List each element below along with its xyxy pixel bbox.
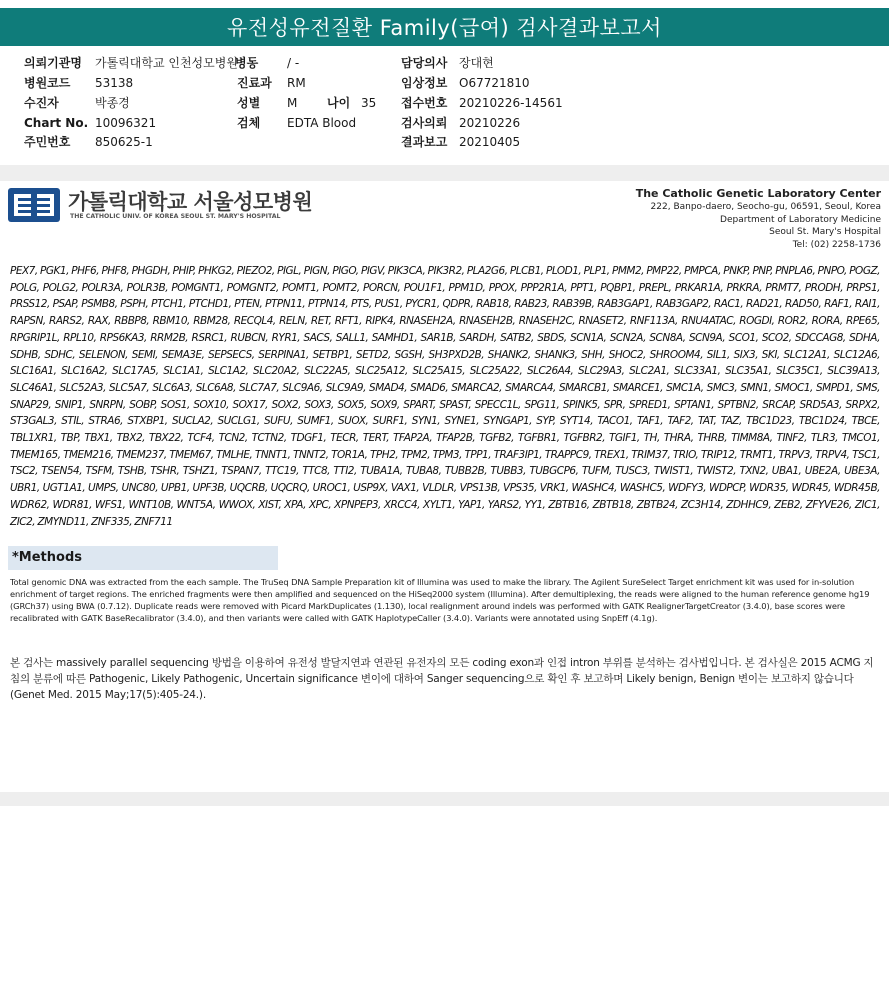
methods-heading: *Methods (8, 546, 278, 570)
hospital-header (8, 186, 313, 226)
lab-center-info (636, 187, 881, 251)
patient-info (0, 55, 889, 155)
label-specimen: 검체 (237, 116, 261, 130)
value-patient: 박종경 (95, 96, 130, 110)
value-age: 35 (361, 96, 377, 110)
label-ward: 병동 (235, 56, 259, 70)
value-chart-no: 10096321 (95, 116, 157, 130)
value-clinical-info: O67721810 (459, 76, 530, 90)
label-age: 나이 (327, 96, 351, 110)
lab-center-address: 222, Banpo-daero, Seocho-gu, 06591, Seoul, Korea (650, 202, 881, 212)
value-requesting-org: 가톨릭대학교 인천성모병원 (95, 56, 238, 70)
label-request-date: 검사의뢰 (401, 116, 448, 130)
value-request-date: 20210226 (459, 116, 521, 130)
methods-text: Total genomic DNA was extracted from the each sample. The TruSeq DNA Sample Preparation kit of Illumina was used to make the library. The Agilent SureSelect Target enrichment kit was used for in-solution enrichment of target regions. The enriched fragments were then amplified and sequenced on the HiSeq2000 system (Illumina). After demultiplexing, the reads were aligned to the human reference genome hg19 (GRCh37) using BWA (0.7.12). Duplicate reads were removed with Picard MarkDuplicates (1.130), local realignment around indels was performed with GATK RealignerTargetCreator (3.4.0), base scores were recalibrated with GATK BaseRecalibrator (3.4.0), and then variants were called with GATK HaplotypeCaller (3.4.0). Variants were annotated using SnpEff (4.1g). (10, 577, 870, 623)
value-sex: M (287, 96, 298, 110)
label-report-date: 결과보고 (401, 135, 448, 149)
gene-list: PEX7, PGK1, PHF6, PHF8, PHGDH, PHIP, PHKG2, PIEZO2, PIGL, PIGN, PIGO, PIGV, PIK3CA, PIK3R2, PLA2G6, PLCB1, PLOD1, PLP1, PMM2, PMP22, PMPCA, PNKP, PNP, PNPLA6, PNPO, POGZ, POLG, POLG2, POLR3A, POLR3B, POMGNT1, POMGNT2, POMT1, POMT2, PORCN, POU1F1, PPM1D, PPOX, PPP2R1A, PPT1, PQBP1, PREPL, PRKAR1A, PRKRA, PRMT7, PRODH, PRPS1, PRSS12, PSAP, PSMB8, PSPH, PTCH1, PTCHD1, PTEN, PTPN11, PTPN14, PTS, PUS1, PYCR1, QDPR, RAB18, RAB23, RAB39B, RAB3GAP1, RAB3GAP2, RAC1, RAD21, RAD50, RAF1, RAI1, RAPSN, RARS2, RAX, RBBP8, RBM10, RBM28, RECQL4, RELN, RET, RFT1, RIPK4, RNASEH2A, RNASEH2B, RNASEH2C, RNASET2, RNF113A, RNU4ATAC, ROGDI, ROR2, RORA, RPE65, RPGRIP1L, RPL10, RPS6KA3, RRM2B, RSRC1, RUBCN, RYR1, SACS, SALL1, SAMHD1, SAR1B, SARDH, SATB2, SBDS, SCN1A, SCN2A, SCN8A, SCN9A, SCO1, SCO2, SDCCAG8, SDHA, SDHB, SDHC, SELENON, SEMI, SEMA3E, SEPSECS, SERPINA1, SETBP1, SETD2, SGSH, SH3PXD2B, SHANK2, SHANK3, SHH, SHOC2, SHROOM4, SIL1, SIX3, SKI, SLC12A1, SLC12A6, SLC16A1, SLC16A2, SLC17A5, SLC1A1, SLC1A2, SLC20A2, SLC22A5, SLC25A12, SLC25A15, SLC25A22, SLC26A4, SLC29A3, SLC2A1, SLC33A1, SLC35A1, SLC35C1, SLC39A13, SLC46A1, SLC52A3, SLC5A7, SLC6A3, SLC6A8, SLC7A7, SLC9A6, SLC9A9, SMAD4, SMAD6, SMARCA2, SMARCA4, SMARCB1, SMARCE1, SMC1A, SMC3, SMN1, SMOC1, SMPD1, SMS, SNAP29, SNIP1, SNRPN, SOBP, SOS1, SOX10, SOX17, SOX2, SOX3, SOX5, SOX9, SPART, SPAST, SPECC1L, SPG11, SPINK5, SPR, SPRED1, SPTAN1, SPTBN2, SRCAP, SRD5A3, SRPX2, ST3GAL3, STIL, STRA6, STXBP1, SUCLA2, SUCLG1, SUFU, SUMF1, SUOX, SURF1, SYN1, SYNE1, SYNGAP1, SYP, SYT14, TACO1, TAF1, TAF2, TAT, TAZ, TBC1D23, TBC1D24, TBCE, TBL1XR1, TBP, TBX1, TBX2, TBX22, TCF4, TCN2, TCTN2, TDGF1, TECR, TERT, TFAP2A, TFAP2B, TGFB2, TGFBR1, TGFBR2, TGIF1, TH, THRA, THRB, TIMM8A, TINF2, TLR3, TMCO1, TMEM165, TMEM216, TMEM237, TMEM67, TMLHE, TNNT1, TNNT2, TOR1A, TPH2, TPM2, TPM3, TPP1, TRAF3IP1, TRAPPC9, TREX1, TRIM37, TRIO, TRIP12, TRMT1, TRPV3, TRPV4, TSC1, TSC2, TSEN54, TSFM, TSHB, TSHR, TSHZ1, TSPAN7, TTC19, TTC8, TTI2, TUBA1A, TUBA8, TUBB2B, TUBB3, TUBGCP6, TUFM, TUSC3, TWIST1, TWIST2, TXN2, UBA1, UBE2A, UBE3A, UBR1, UGT1A1, UMPS, UNC80, UPB1, UPF3B, UQCRB, UQCRQ, UROC1, USP9X, VAX1, VLDLR, VPS13B, VPS35, VRK1, WASHC4, WASHC5, WDFY3, WDPCP, WDR35, WDR45, WDR45B, WDR62, WDR81, WFS1, WNT10B, WNT5A, WWOX, XIST, XPA, XPC, XPNPEP3, XRCC4, XYLT1, YAP1, YARS2, YY1, ZBTB16, ZBTB18, ZBTB24, ZC3H14, ZDHHC9, ZEB2, ZFYVE26, ZIC1, ZIC2, ZMYND11, ZNF335, ZNF711 (10, 265, 880, 528)
label-chart-no: Chart No. (24, 116, 89, 130)
label-department: 진료과 (237, 76, 272, 90)
value-report-date: 20210405 (459, 135, 521, 149)
value-doctor: 장대현 (459, 56, 494, 70)
label-receipt-no: 접수번호 (401, 96, 448, 110)
hospital-logo-icon (8, 186, 60, 224)
value-ward: / - (287, 56, 300, 70)
test-description: 본 검사는 massively parallel sequencing 방법을 이용하여 유전성 발달지연과 연관된 유전자의 모든 coding exon과 인접 intron 부위를 분석하는 검사법입니다. 본 검사실은 2015 ACMG 지침의 분류에 따른 Pathogenic, Likely Pathogenic, Uncertain significance 변이에 대하여 Sanger sequencing으로 확인 후 보고하며 Likely benign, Benign 변이는 보고하지 않습니다(Genet Med. 2015 May;17(5):405-24.). (10, 657, 874, 701)
value-resident-no: 850625-1 (95, 135, 153, 149)
hospital-name: 가톨릭대학교 서울성모병원 (68, 190, 313, 214)
lab-center-title: The Catholic Genetic Laboratory Center (635, 187, 881, 200)
value-specimen: EDTA Blood (287, 116, 357, 130)
label-clinical-info: 임상정보 (401, 76, 448, 90)
label-resident-no: 주민번호 (24, 135, 71, 149)
value-department: RM (287, 76, 306, 90)
report-title: 유전성유전질환 Family(급여) 검사결과보고서 (0, 8, 889, 46)
label-doctor: 담당의사 (401, 56, 448, 70)
value-hospital-code: 53138 (95, 76, 134, 90)
lab-center-hospital: Seoul St. Mary's Hospital (769, 227, 881, 237)
hospital-subtitle: THE CATHOLIC UNIV. OF KOREA SEOUL ST. MARY'S HOSPITAL (70, 213, 281, 220)
bottom-divider (0, 792, 889, 806)
label-patient: 수진자 (24, 96, 59, 110)
value-receipt-no: 20210226-14561 (459, 96, 563, 110)
lab-center-department: Department of Laboratory Medicine (720, 214, 881, 225)
lab-center-phone: Tel: (02) 2258-1736 (792, 239, 881, 250)
label-hospital-code: 병원코드 (24, 76, 71, 90)
label-sex: 성별 (237, 96, 261, 110)
label-requesting-org: 의뢰기관명 (24, 56, 82, 70)
section-divider (0, 165, 889, 181)
